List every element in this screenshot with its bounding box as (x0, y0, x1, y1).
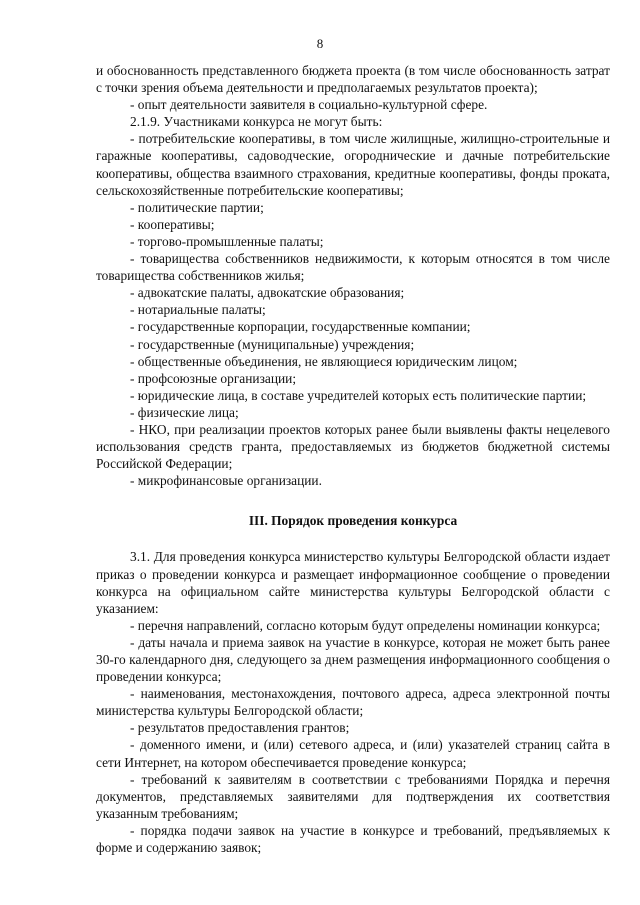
section-heading: III. Порядок проведения конкурса (248, 513, 458, 529)
list-item: - государственные корпорации, государственные компании; (130, 319, 471, 335)
list-item: - микрофинансовые организации. (130, 473, 322, 489)
list-item: - результатов предоставления грантов; (130, 720, 350, 736)
document-body (96, 62, 610, 856)
list-item: - требований к заявителям в соответствии с требованиями Порядка и перечня документов, представляемых заявителями для подтверждения их соответствия указанным требованиям; (96, 771, 610, 821)
list-item: - профсоюзные организации; (130, 370, 297, 386)
list-item: - политические партии; (130, 199, 264, 215)
list-item: - потребительские кооперативы, в том числе жилищные, жилищно-строительные и гаражные кооперативы, садоводческие, огороднические и дачные потребительские кооперативы, общества взаимного страхования, кредитные кооперативы, фонды проката, сельскохозяйственные потребительские кооперативы; (96, 131, 610, 198)
list-item: - юридические лица, в составе учредителей которых есть политические партии; (130, 387, 587, 403)
paragraph-continuation: и обоснованность представленного бюджета проекта (в том числе обоснованность затрат с точки зрения объема деятельности и предполагаемых результатов проекта); (96, 63, 610, 96)
list-item: - адвокатские палаты, адвокатские образования; (130, 285, 405, 301)
list-item: - государственные (муниципальные) учреждения; (130, 336, 415, 352)
clause-2-1-9: 2.1.9. Участниками конкурса не могут быть: (130, 114, 383, 130)
page-number: 8 (316, 36, 324, 51)
list-item: - перечня направлений, согласно которым будут определены номинации конкурса; (130, 617, 601, 633)
list-item: - нотариальные палаты; (130, 302, 266, 318)
list-item: - кооперативы; (130, 216, 215, 232)
list-item: - НКО, при реализации проектов которых ранее были выявлены факты нецелевого использования средств гранта, предоставляемых из бюджетов бюджетной системы Российской Федерации; (96, 421, 610, 472)
list-item: - опыт деятельности заявителя в социально-культурной сфере. (130, 97, 488, 113)
list-item: - даты начала и приема заявок на участие в конкурсе, которая не может быть ранее 30-го календарного дня, следующего за днем размещения информационного сообщения о проведении конкурса; (96, 634, 610, 685)
list-item: - товарищества собственников недвижимости, к которым относятся в том числе товарищества собственников жилья; (96, 251, 610, 284)
list-item: - доменного имени, и (или) сетевого адреса, и (или) указателей страниц сайта в сети Интернет, на котором обеспечивается проведение конкурса; (96, 737, 610, 770)
clause-3-1: 3.1. Для проведения конкурса министерство культуры Белгородской области издает приказ о проведении конкурса и размещает информационное сообщение о проведении конкурса на официальном сайте министерства культуры Белгородской области с указанием: (96, 549, 610, 616)
list-item: - торгово-промышленные палаты; (130, 233, 324, 249)
list-item: - наименования, местонахождения, почтового адреса, адреса электронной почты министерства культуры Белгородской области; (96, 686, 610, 719)
list-item: - порядка подачи заявок на участие в конкурсе и требований, предъявляемых к форме и содержанию заявок; (96, 822, 610, 856)
list-item: - общественные объединения, не являющиеся юридическим лицом; (130, 353, 518, 369)
list-item: - физические лица; (130, 404, 239, 420)
